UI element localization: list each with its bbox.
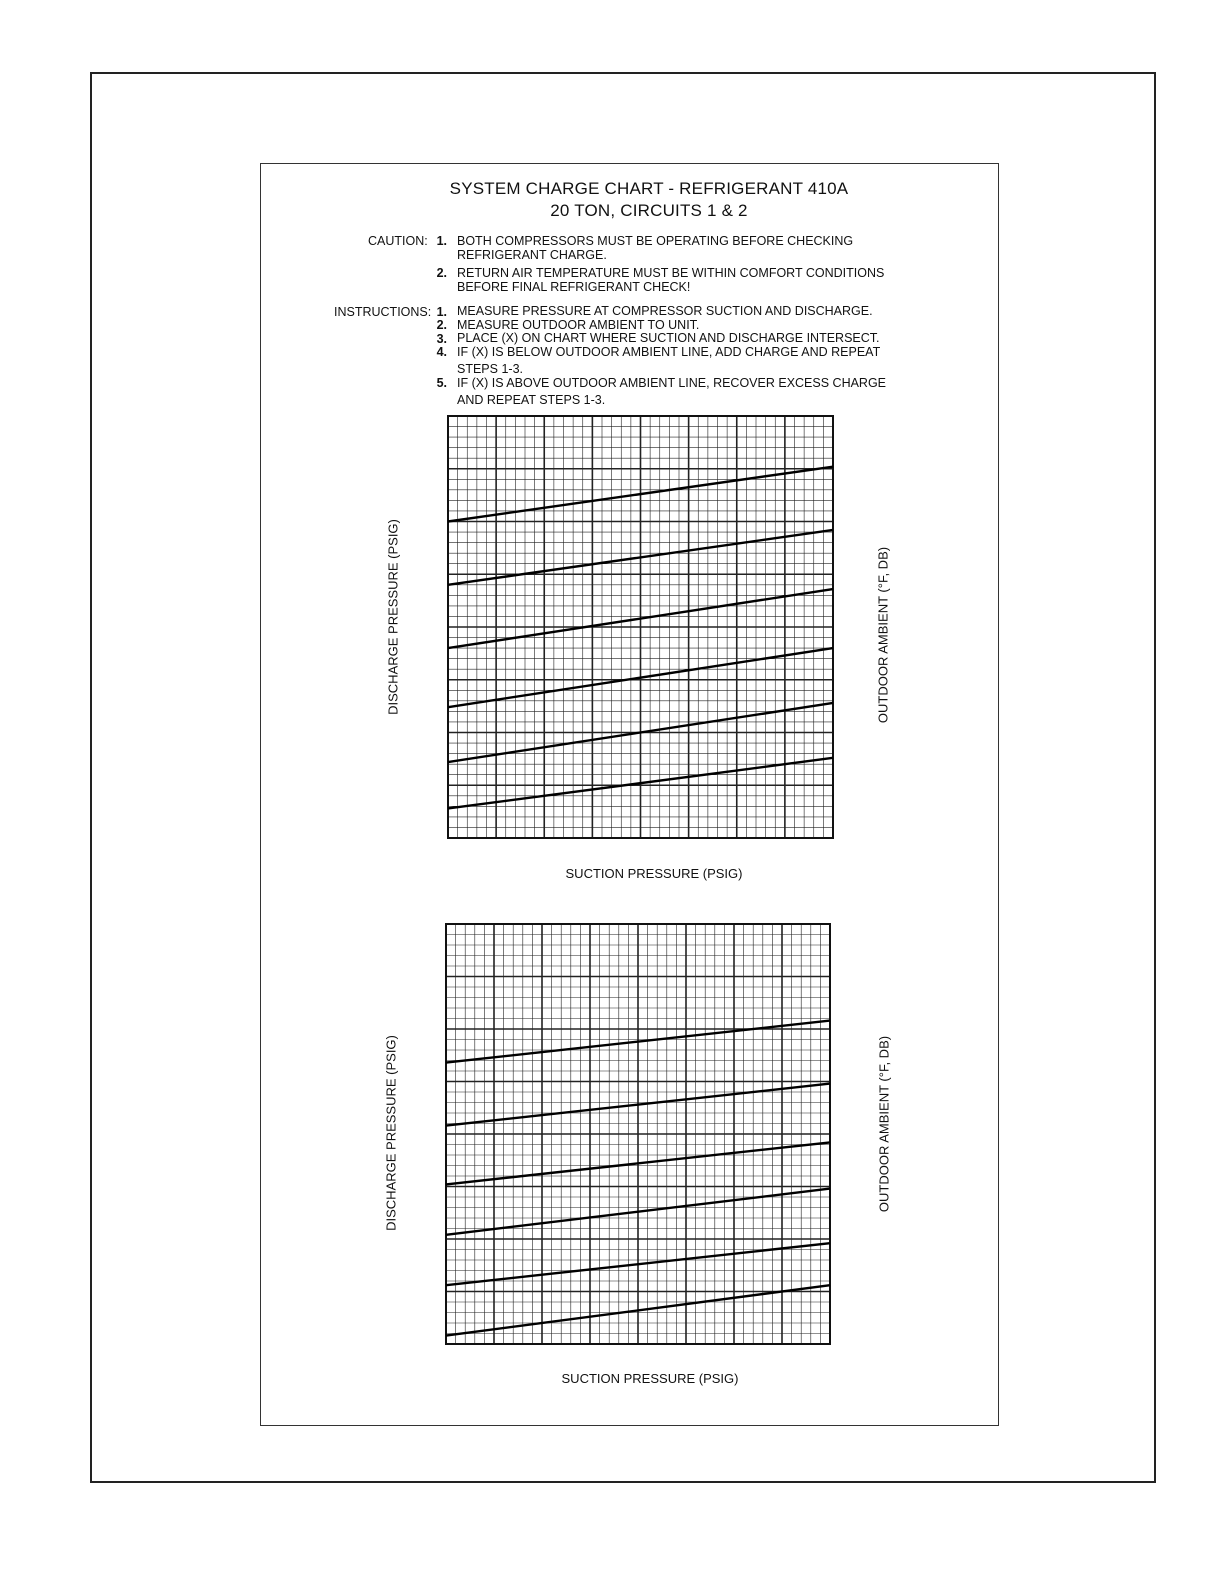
instruction-4-number: 4. [436, 345, 447, 359]
caution-1-number: 1. [436, 234, 447, 248]
chart-1-y-axis-label: DISCHARGE PRESSURE (PSIG) [385, 519, 401, 715]
caution-2-line2: BEFORE FINAL REFRIGERANT CHECK! [457, 280, 691, 294]
instruction-3-text: PLACE (X) ON CHART WHERE SUCTION AND DISCHARGE INTERSECT. [457, 331, 880, 345]
instruction-2-text: MEASURE OUTDOOR AMBIENT TO UNIT. [457, 318, 700, 332]
instruction-2-number: 2. [436, 318, 447, 332]
charge-chart-2 [446, 924, 830, 1344]
instruction-1-number: 1. [436, 305, 447, 319]
instruction-4-line2: STEPS 1-3. [457, 362, 523, 376]
charge-chart-1 [448, 416, 833, 838]
grid [446, 924, 830, 1344]
instruction-4-line1: IF (X) IS BELOW OUTDOOR AMBIENT LINE, ADD CHARGE AND REPEAT [457, 345, 881, 359]
instruction-3-number: 3. [436, 332, 447, 346]
chart-2-y-axis-label: DISCHARGE PRESSURE (PSIG) [383, 1035, 399, 1231]
page-subtitle: 20 TON, CIRCUITS 1 & 2 [550, 201, 748, 220]
chart-2-x-axis-label: SUCTION PRESSURE (PSIG) [561, 1371, 739, 1386]
page-title: SYSTEM CHARGE CHART - REFRIGERANT 410A [449, 179, 849, 198]
instructions-label: INSTRUCTIONS: [334, 305, 432, 319]
caution-1-line1: BOTH COMPRESSORS MUST BE OPERATING BEFORE CHECKING [457, 234, 854, 248]
instruction-5-line1: IF (X) IS ABOVE OUTDOOR AMBIENT LINE, RECOVER EXCESS CHARGE [457, 376, 887, 390]
instruction-5-line2: AND REPEAT STEPS 1-3. [457, 393, 606, 407]
caution-1-line2: REFRIGERANT CHARGE. [457, 248, 607, 262]
instruction-1-text: MEASURE PRESSURE AT COMPRESSOR SUCTION AND DISCHARGE. [457, 304, 873, 318]
caution-2-number: 2. [436, 266, 447, 280]
grid [448, 416, 833, 838]
caution-2-line1: RETURN AIR TEMPERATURE MUST BE WITHIN COMFORT CONDITIONS [457, 266, 885, 280]
instruction-5-number: 5. [436, 376, 447, 390]
caution-label: CAUTION: [368, 234, 428, 248]
chart-2-y2-axis-label: OUTDOOR AMBIENT (°F, DB) [876, 1035, 892, 1213]
chart-1-y2-axis-label: OUTDOOR AMBIENT (°F, DB) [875, 546, 891, 724]
chart-1-x-axis-label: SUCTION PRESSURE (PSIG) [565, 866, 743, 881]
